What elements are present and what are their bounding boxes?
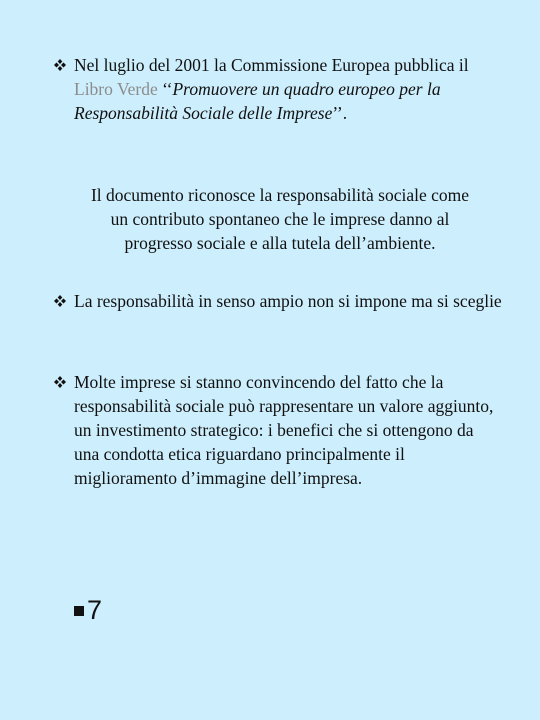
bullet-item-imprese bbox=[52, 370, 502, 490]
quote-close: ’’. bbox=[332, 103, 348, 123]
document-paragraph bbox=[40, 183, 520, 255]
page-number: 7 bbox=[87, 595, 103, 625]
square-bullet-icon bbox=[74, 606, 84, 616]
bullet-text: Molte imprese si stanno convincendo del fatto che la responsabilità sociale può rappresentare un valore aggiunto, un investimento strategico: i benefici che si ottengono da una condotta etica riguardano principalmente il miglioramento d’immagine dell’impresa. bbox=[74, 372, 494, 488]
four-diamond-bullet-icon bbox=[52, 289, 68, 313]
paragraph-line-1: Il documento riconosce la responsabilità sociale come bbox=[90, 185, 470, 205]
four-diamond-bullet-icon bbox=[52, 53, 68, 77]
paragraph-line-2: un contributo spontaneo che le imprese danno al bbox=[110, 209, 450, 229]
bullet-text bbox=[74, 53, 502, 125]
bullet-item-libro-verde bbox=[52, 53, 502, 125]
quote-open: ‘‘ bbox=[157, 79, 173, 99]
bullet-item-responsabilita bbox=[52, 289, 502, 313]
bullet-text-prefix: Nel luglio del 2001 la Commissione Europea pubblica il bbox=[74, 55, 469, 75]
libro-verde-highlight: Libro Verde bbox=[74, 79, 158, 99]
four-diamond-bullet-icon bbox=[52, 370, 68, 394]
paragraph-line-3: progresso sociale e alla tutela dell’ambiente. bbox=[124, 233, 436, 253]
document-title: Promuovere un quadro europeo per la Responsabilità Sociale delle Imprese bbox=[74, 79, 441, 123]
slide-number bbox=[74, 595, 102, 625]
bullet-text: La responsabilità in senso ampio non si impone ma si sceglie bbox=[74, 291, 502, 311]
